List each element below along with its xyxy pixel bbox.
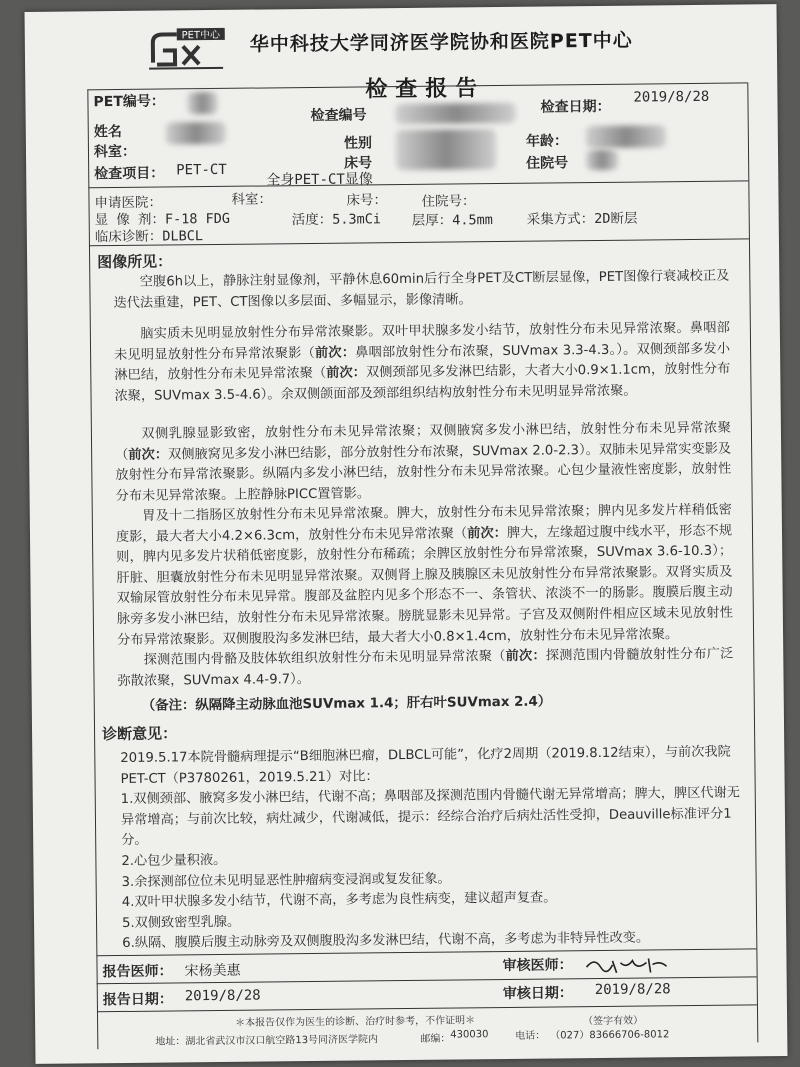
findings-p2-previous-2: 前次： [326,365,367,382]
exam-no-label: 检查编号 [310,107,367,124]
redacted-age [586,125,666,148]
age-label: 年龄： [525,133,568,150]
findings-note: （备注：纵隔降主动脉血池SUVmax 1.4；肝右叶SUVmax 2.4） [141,694,552,714]
item-label: 检查项目： [94,165,165,183]
param-dept-label: 科室： [231,191,273,208]
findings-p4a: 胃及十二指肠区放射性分布未见异常浓聚。脾大，放射性分布未见异常浓聚；脾内见多发片样稍低密度影，最大者大小4.2×6.3cm，放射性分布未见异常浓聚（ [115,502,732,545]
findings-paragraph-5 [117,645,733,693]
postcode-label: 邮编： [420,1033,451,1045]
findings-p3a: 双侧乳腺显影致密，放射性分布未见异常浓聚；双侧腋窝多发小淋巴结，放射性分布未见异常浓聚（ [115,420,731,463]
activity: 活度：5.3mCi [291,211,382,229]
redacted-pet-no [187,92,217,114]
findings-p5c: 探测范围内骨髓放射性分布广泛弥散浓聚，SUVmax 4.4-9.7）。 [117,646,734,689]
thickness: 层厚：4.5mm [411,212,493,229]
logo-text: PET中心 [181,29,221,42]
findings-p5-previous: 前次： [505,648,546,664]
diagnosis-item-4: 4.双叶甲状腺多发小结节，代谢不高，多考虑为良性病变，建议超声复查。 [121,890,557,911]
inpatient-label: 住院号 [526,155,569,172]
acquisition-method: 采集方式：2D断层 [526,210,638,228]
param-inpatient-label: 住院号： [421,193,476,210]
param-bed-label: 床号： [346,192,388,209]
review-date-label: 审核日期： [502,985,573,1003]
phone-label: 电话： [515,1030,546,1042]
divider [88,180,748,188]
redacted-sex-bed [396,129,496,170]
findings-p2a: 脑实质未见明显放射性分布异常浓聚影。双叶甲状腺多发小结节，放射性分布未见异常浓聚。鼻咽部未见明显放射性分布异常浓聚影（ [114,320,730,363]
findings-p3-previous: 前次： [128,447,169,463]
findings-heading: 图像所见： [97,252,173,272]
diagnosis-intro: 2019.5.17本院骨髓病理提示“B细胞淋巴瘤，DLBCL可能”，化疗2周期（2019.8.12结束），与前次我院PET-CT（P3780261，2019.5.21）对比： [120,744,731,787]
address-label: 地址： [155,1036,186,1048]
item-desc: 全身PET-CT显像 [266,171,373,189]
reviewer-label: 审核医师： [502,957,573,975]
diagnosis-heading: 诊断意见： [101,724,178,744]
findings-paragraph-3 [115,419,732,508]
exam-date-value: 2019/8/28 [633,88,710,106]
report-doctor-label: 报告医师： [102,963,173,981]
findings-p2e: 双侧颈部见多发淋巴结影，大者大小0.9×1.1cm，放射性分布浓聚，SUVmax 3.5-4.6）。余双侧颌面部及颈部组织结构放射性分布未见明显异常浓聚。 [114,361,731,404]
review-date-value: 2019/8/28 [594,981,671,999]
dept-label: 科室： [93,143,137,161]
findings-p4-previous: 前次： [467,525,508,541]
diagnosis-item-5: 5.双侧致密型乳腺。 [121,914,241,931]
redacted-inpatient [586,150,618,170]
pet-center-logo [143,24,231,73]
postcode-value: 430030 [450,1029,489,1041]
reviewer-signature [582,952,672,977]
address-value: 湖北省武汉市汉口航空路13号同济医学院内 [185,1034,379,1048]
report-paper [25,4,788,1064]
report-doctor-name: 宋杨美惠 [184,962,241,980]
signature-note: （签字有效） [583,1015,644,1028]
redacted-exam-no [395,103,515,124]
report-date-value: 2019/8/28 [184,987,261,1005]
diagnosis-item-2: 2.心包少量积液。 [121,852,227,869]
diagnosis-body [120,743,742,955]
pet-no-label: PET编号： [93,93,165,111]
redacted-name [166,122,226,145]
clinical-diagnosis: 临床诊断：DLBCL [94,228,204,246]
findings-p4c: 脾大，左缘超过腹中线水平，形态不规则，脾内见多发片状稍低密度影，放射性分布稀疏；余脾区放射性分布异常浓聚，SUVmax 3.6-10.3）；肝脏、胆囊放射性分布未见明显异常浓聚。双侧肾上腺及胰腺区未见放射性分布异常浓聚影。双肾实质及双输尿管放射性分布未见异常。腹部及盆腔内见多个形态不一、条管状、浓淡不一的肠影。腹膜后腹主动脉旁多发小淋巴结，放射性分布未见异常浓聚。膀胱显影未见异常。子宫及双侧附件相应区域未见放射性分布异常浓聚影。双侧腹股沟多发淋巴结，最大者大小0.8×1.4cm，放射性分布未见异常浓聚。 [116,523,733,648]
report-date-label: 报告日期： [102,991,173,1009]
disclaimer: ＊本报告仅作为医生的诊断、治疗时参考，不作证明＊ [235,1015,476,1029]
diagnosis-item-3: 3.余探测部位位未见明显恶性肿瘤病变浸润或复发征象。 [121,871,451,890]
bed-label: 床号 [344,155,373,172]
item-value: PET-CT [176,161,227,179]
findings-p1-text: 空腹6h以上，静脉注射显像剂，平静休息60min后行全身PET及CT断层显像，PET图像行衰减校正及迭代法重建，PET、CT图像以多层面、多幅显示，影像清晰。 [113,268,730,311]
findings-paragraph-4 [116,501,733,652]
findings-p2-previous: 前次： [314,345,356,361]
findings-p3c: 双侧腋窝见多发小淋巴结影，部分放射性分布浓聚，SUVmax 2.0-2.3）。双肺未见异常实变影及放射性分布异常浓聚影。纵隔内多发小淋巴结，放射性分布未见异常浓聚。心包少量液性密度影，放射性分布未见异常浓聚。上腔静脉PICC置管影。 [115,441,732,504]
findings-p5a: 探测范围内骨骼及肢体软组织放射性分布未见明显异常浓聚（ [143,648,506,668]
right-border [747,82,758,1042]
phone-value: （027）83666706-8012 [550,1029,670,1042]
sex-label: 性别 [343,135,372,152]
findings-p2c: 鼻咽部放射性分布浓聚，SUVmax 3.3-4.3。）。双侧颈部多发小淋巴结，放射性分布未见异常浓聚（ [114,341,731,384]
agent: 显 像 剂：F-18 FDG [94,210,231,229]
hospital-name: 华中科技大学同济医学院协和医院PET中心 [249,29,633,56]
findings-paragraph-2 [114,319,731,408]
name-label: 姓名 [93,123,122,141]
findings-paragraph-1 [113,267,729,315]
diagnosis-item-6: 6.纵隔、腹膜后腹主动脉旁及双侧腹股沟多发淋巴结，代谢不高，多考虑为非特异性改变。 [122,930,650,952]
apply-hospital-label: 申请医院： [94,194,163,212]
diagnosis-item-1: 1.双侧颈部、腋窝多发小淋巴结，代谢不高；鼻咽部及探测范围内骨髓代谢无异常增高；脾大，脾区代谢无异常增高；与前次比较，病灶减少，代谢减低，提示：经综合治疗后病灶活性受抑，Deauville标准评分1分。 [120,785,741,849]
exam-date-label: 检查日期： [540,98,611,116]
report-title: 检查报告 [365,76,486,103]
